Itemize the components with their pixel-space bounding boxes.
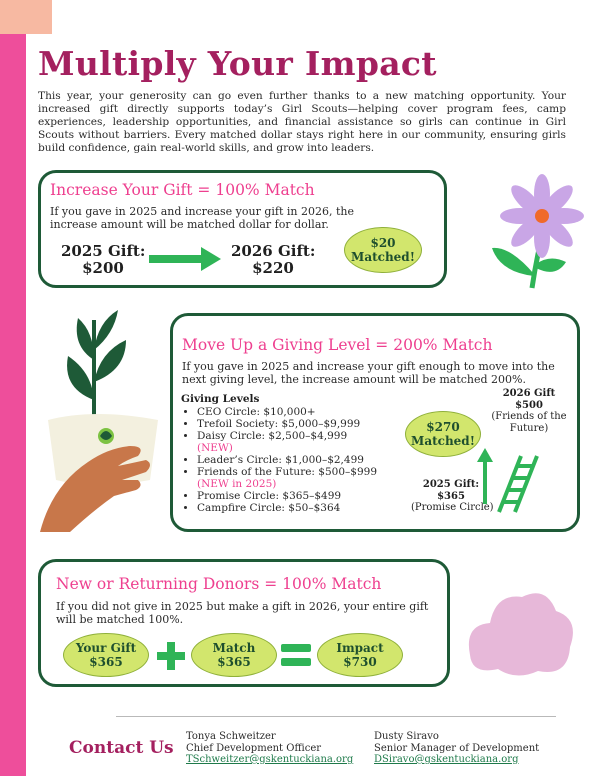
plus-icon bbox=[157, 642, 185, 670]
giving-level-item: • Friends of the Future: $500–$999 (NEW in 2025) bbox=[197, 466, 417, 490]
gift-2025-label: 2025 Gift: bbox=[61, 242, 146, 260]
new-tag: (NEW in 2025) bbox=[197, 478, 277, 490]
increase-gift-heading: Increase Your Gift = 100% Match bbox=[50, 181, 315, 199]
footer-divider bbox=[116, 716, 556, 717]
match-badge-amount: $270 bbox=[426, 420, 460, 434]
gift-2026 bbox=[231, 243, 315, 277]
right-arrow-icon bbox=[149, 247, 221, 271]
gift-2025 bbox=[61, 243, 145, 277]
new-donors-card bbox=[38, 559, 450, 687]
new-donors-heading: New or Returning Donors = 100% Match bbox=[56, 575, 382, 593]
giving-level-heading: Move Up a Giving Level = 200% Match bbox=[182, 336, 493, 354]
new-donors-body: If you did not give in 2025 but make a gift in 2026, your entire gift will be matched 100%. bbox=[56, 600, 429, 626]
pink-petal-shape bbox=[460, 585, 580, 681]
giving-level-item: • Daisy Circle: $2,500–$4,999 (NEW) bbox=[197, 430, 417, 454]
giving-level-item: • CEO Circle: $10,000+ bbox=[197, 406, 417, 418]
contact-name: Tonya Schweitzer bbox=[186, 731, 276, 742]
new-tag: (NEW) bbox=[197, 442, 233, 454]
corner-accent-tab bbox=[0, 0, 52, 34]
contact-person-1 bbox=[186, 731, 353, 766]
match-badge-amount: $20 bbox=[370, 236, 396, 250]
match-badge-label: Matched! bbox=[351, 250, 415, 264]
gift-2026-value: $220 bbox=[252, 259, 294, 277]
bottom-gift-label: 2025 Gift: $365 (Promise Circle) bbox=[411, 479, 494, 513]
match-badge-270 bbox=[405, 411, 481, 457]
contact-email-link[interactable]: TSchweitzer@gskentuckiana.org bbox=[186, 754, 354, 765]
contact-person-2 bbox=[374, 731, 539, 766]
top-gift-label: 2026 Gift $500 (Friends of the Future) bbox=[491, 388, 567, 434]
giving-level-body: If you gave in 2025 and increase your gift enough to move into the next giving level, the increase amount will be matched 200%. bbox=[182, 360, 555, 386]
giving-level-item: • Trefoil Society: $5,000–$9,999 bbox=[197, 418, 417, 430]
equals-icon bbox=[281, 644, 311, 668]
giving-level-item: • Campfire Circle: $50–$364 bbox=[197, 502, 417, 514]
contact-role: Senior Manager of Development bbox=[374, 742, 540, 754]
page-title: Multiply Your Impact bbox=[38, 44, 437, 83]
contact-name: Dusty Siravo bbox=[374, 731, 439, 742]
side-accent-bar bbox=[0, 0, 26, 776]
hand-holding-plant-illustration bbox=[34, 310, 174, 536]
purple-flower-illustration bbox=[470, 176, 580, 290]
match-badge-20 bbox=[344, 227, 422, 273]
your-gift-badge: Your Gift $365 bbox=[63, 633, 149, 677]
increase-gift-body: If you gave in 2025 and increase your gift in 2026, the increase amount will be matched dollar for dollar. bbox=[50, 205, 354, 231]
contact-title: Contact Us bbox=[69, 738, 174, 758]
giving-levels-title: Giving Levels bbox=[181, 393, 260, 405]
gift-2026-label: 2026 Gift: bbox=[231, 242, 316, 260]
contact-email-link[interactable]: DSiravo@gskentuckiana.org bbox=[374, 754, 519, 765]
increase-gift-card bbox=[38, 170, 447, 288]
contact-role: Chief Development Officer bbox=[186, 742, 322, 754]
giving-level-item: • Leader’s Circle: $1,000–$2,499 bbox=[197, 454, 417, 466]
giving-level-card bbox=[170, 313, 580, 532]
match-badge: Match $365 bbox=[191, 633, 277, 677]
intro-paragraph: This year, your generosity can go even further thanks to a new matching opportunity. Your increased gift directly supports today’s Girl Scouts—helping cover program fees, camp experiences, leadership opportunities, and financial assistance so girls can continue in Girl Scouts without barriers. Every matched dollar stays right here in our community, ensuring girls build confidence, gain real-world skills, and grow into leaders. bbox=[38, 90, 566, 154]
gift-2025-value: $200 bbox=[82, 259, 124, 277]
giving-level-item: • Promise Circle: $365–$499 bbox=[197, 490, 417, 502]
giving-levels-list bbox=[181, 406, 417, 514]
impact-badge: Impact $730 bbox=[317, 633, 403, 677]
match-badge-label: Matched! bbox=[411, 434, 475, 448]
